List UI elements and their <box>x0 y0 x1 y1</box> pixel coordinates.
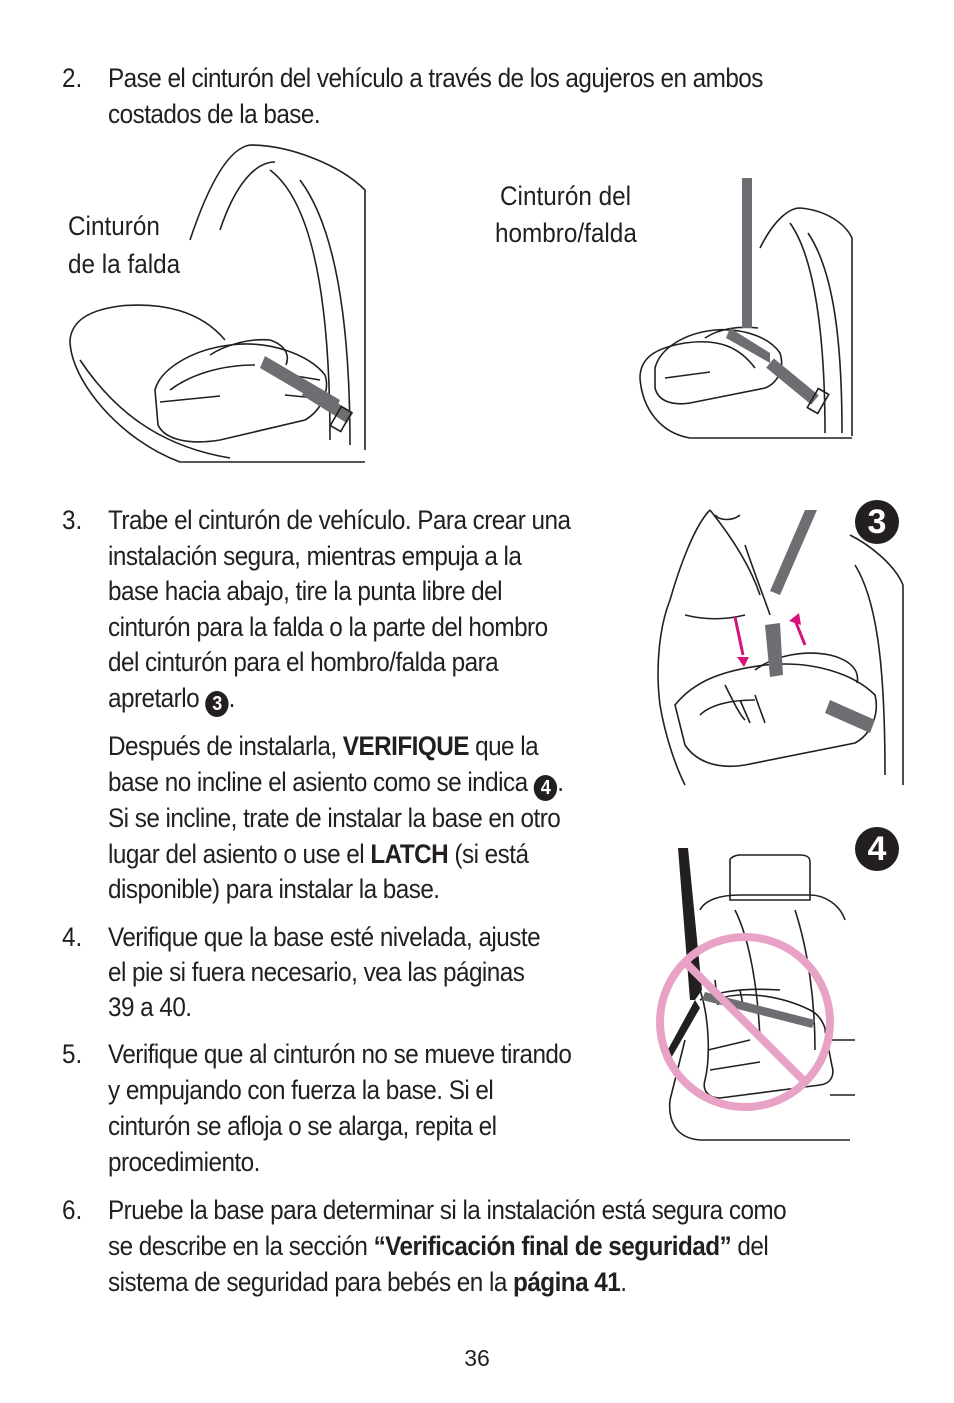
step-3-line-2: instalación segura, mientras empuja a la <box>108 541 522 571</box>
period: . <box>228 683 235 713</box>
step-number: 3. <box>62 505 83 535</box>
step-3-line-4: cinturón para la falda o la parte del hombro <box>108 612 548 642</box>
step-number: 6. <box>62 1195 83 1225</box>
step-3b-line-2 <box>108 764 563 801</box>
step-number: 5. <box>62 1039 83 1069</box>
shoulder-belt-illustration <box>630 178 855 440</box>
page-number: 36 <box>464 1345 490 1371</box>
step-2-line-1: Pase el cinturón del vehículo a través de los agujeros en ambos <box>108 63 763 93</box>
step-4-line-2: el pie si fuera necesario, vea las páginas <box>108 957 525 987</box>
text: (si está <box>448 839 529 869</box>
figure-4-reference-icon: 4 <box>534 775 557 801</box>
step-4-line-1: Verifique que la base esté nivelada, ajuste <box>108 922 541 952</box>
step-3b-line-5: disponible) para instalar la base. <box>108 874 440 904</box>
step-3-line-3: base hacia abajo, tire la punta libre del <box>108 576 502 606</box>
page-reference: página 41 <box>513 1267 621 1297</box>
step-6-line-3 <box>108 1264 626 1300</box>
step-3b-line-1 <box>108 728 538 764</box>
step-5-line-3: cinturón se afloja o se alarga, repita el <box>108 1111 497 1141</box>
bold-text: LATCH <box>370 839 449 869</box>
text: Después de instalarla, <box>108 731 343 761</box>
period: . <box>620 1267 627 1297</box>
text: que la <box>468 731 539 761</box>
step-6-line-1: Pruebe la base para determinar si la instalación está segura como <box>108 1195 787 1225</box>
step-5-line-2: y empujando con fuerza la base. Si el <box>108 1075 494 1105</box>
section-reference: “Verificación final de seguridad” <box>373 1231 732 1261</box>
shoulder-belt-label-2: hombro/falda <box>495 218 637 248</box>
step-5-line-4: procedimiento. <box>108 1147 260 1177</box>
step-3b-line-3: Si se incline, trate de instalar la base en otro <box>108 803 561 833</box>
figure-3-badge: 3 <box>855 500 899 544</box>
lap-belt-label-2: de la falda <box>68 249 181 279</box>
text: sistema de seguridad para bebés en la <box>108 1267 514 1297</box>
step-3-line-1: Trabe el cinturón de vehículo. Para crear una <box>108 505 571 535</box>
text: se describe en la sección <box>108 1231 374 1261</box>
figure-3-reference-icon: 3 <box>205 691 228 717</box>
step-4-line-3: 39 a 40. <box>108 992 192 1022</box>
figure-4-incorrect-installation-illustration <box>640 840 855 1145</box>
text: base no incline el asiento como se indica <box>108 767 534 797</box>
step-6-line-2 <box>108 1228 768 1264</box>
step-3-line-5: del cinturón para el hombro/falda para <box>108 647 499 677</box>
lap-belt-illustration <box>60 140 370 470</box>
step-2-line-2: costados de la base. <box>108 99 321 129</box>
figure-4-badge: 4 <box>855 827 899 871</box>
text: lugar del asiento o use el <box>108 839 371 869</box>
period: . <box>557 767 564 797</box>
shoulder-belt-label-1: Cinturón del <box>500 181 632 211</box>
step-3-line-6 <box>108 680 235 717</box>
step-5-line-1: Verifique que al cinturón no se mueve tirando <box>108 1039 572 1069</box>
lap-belt-label-1: Cinturón <box>68 211 160 241</box>
text: del <box>731 1231 769 1261</box>
figure-3-tighten-belt-illustration <box>655 505 905 790</box>
step-3b-line-4 <box>108 836 528 872</box>
bold-text: VERIFIQUE <box>342 731 469 761</box>
step-number: 4. <box>62 922 83 952</box>
step-number: 2. <box>62 63 83 93</box>
step-3-line-6-text: apretarlo <box>108 683 200 713</box>
